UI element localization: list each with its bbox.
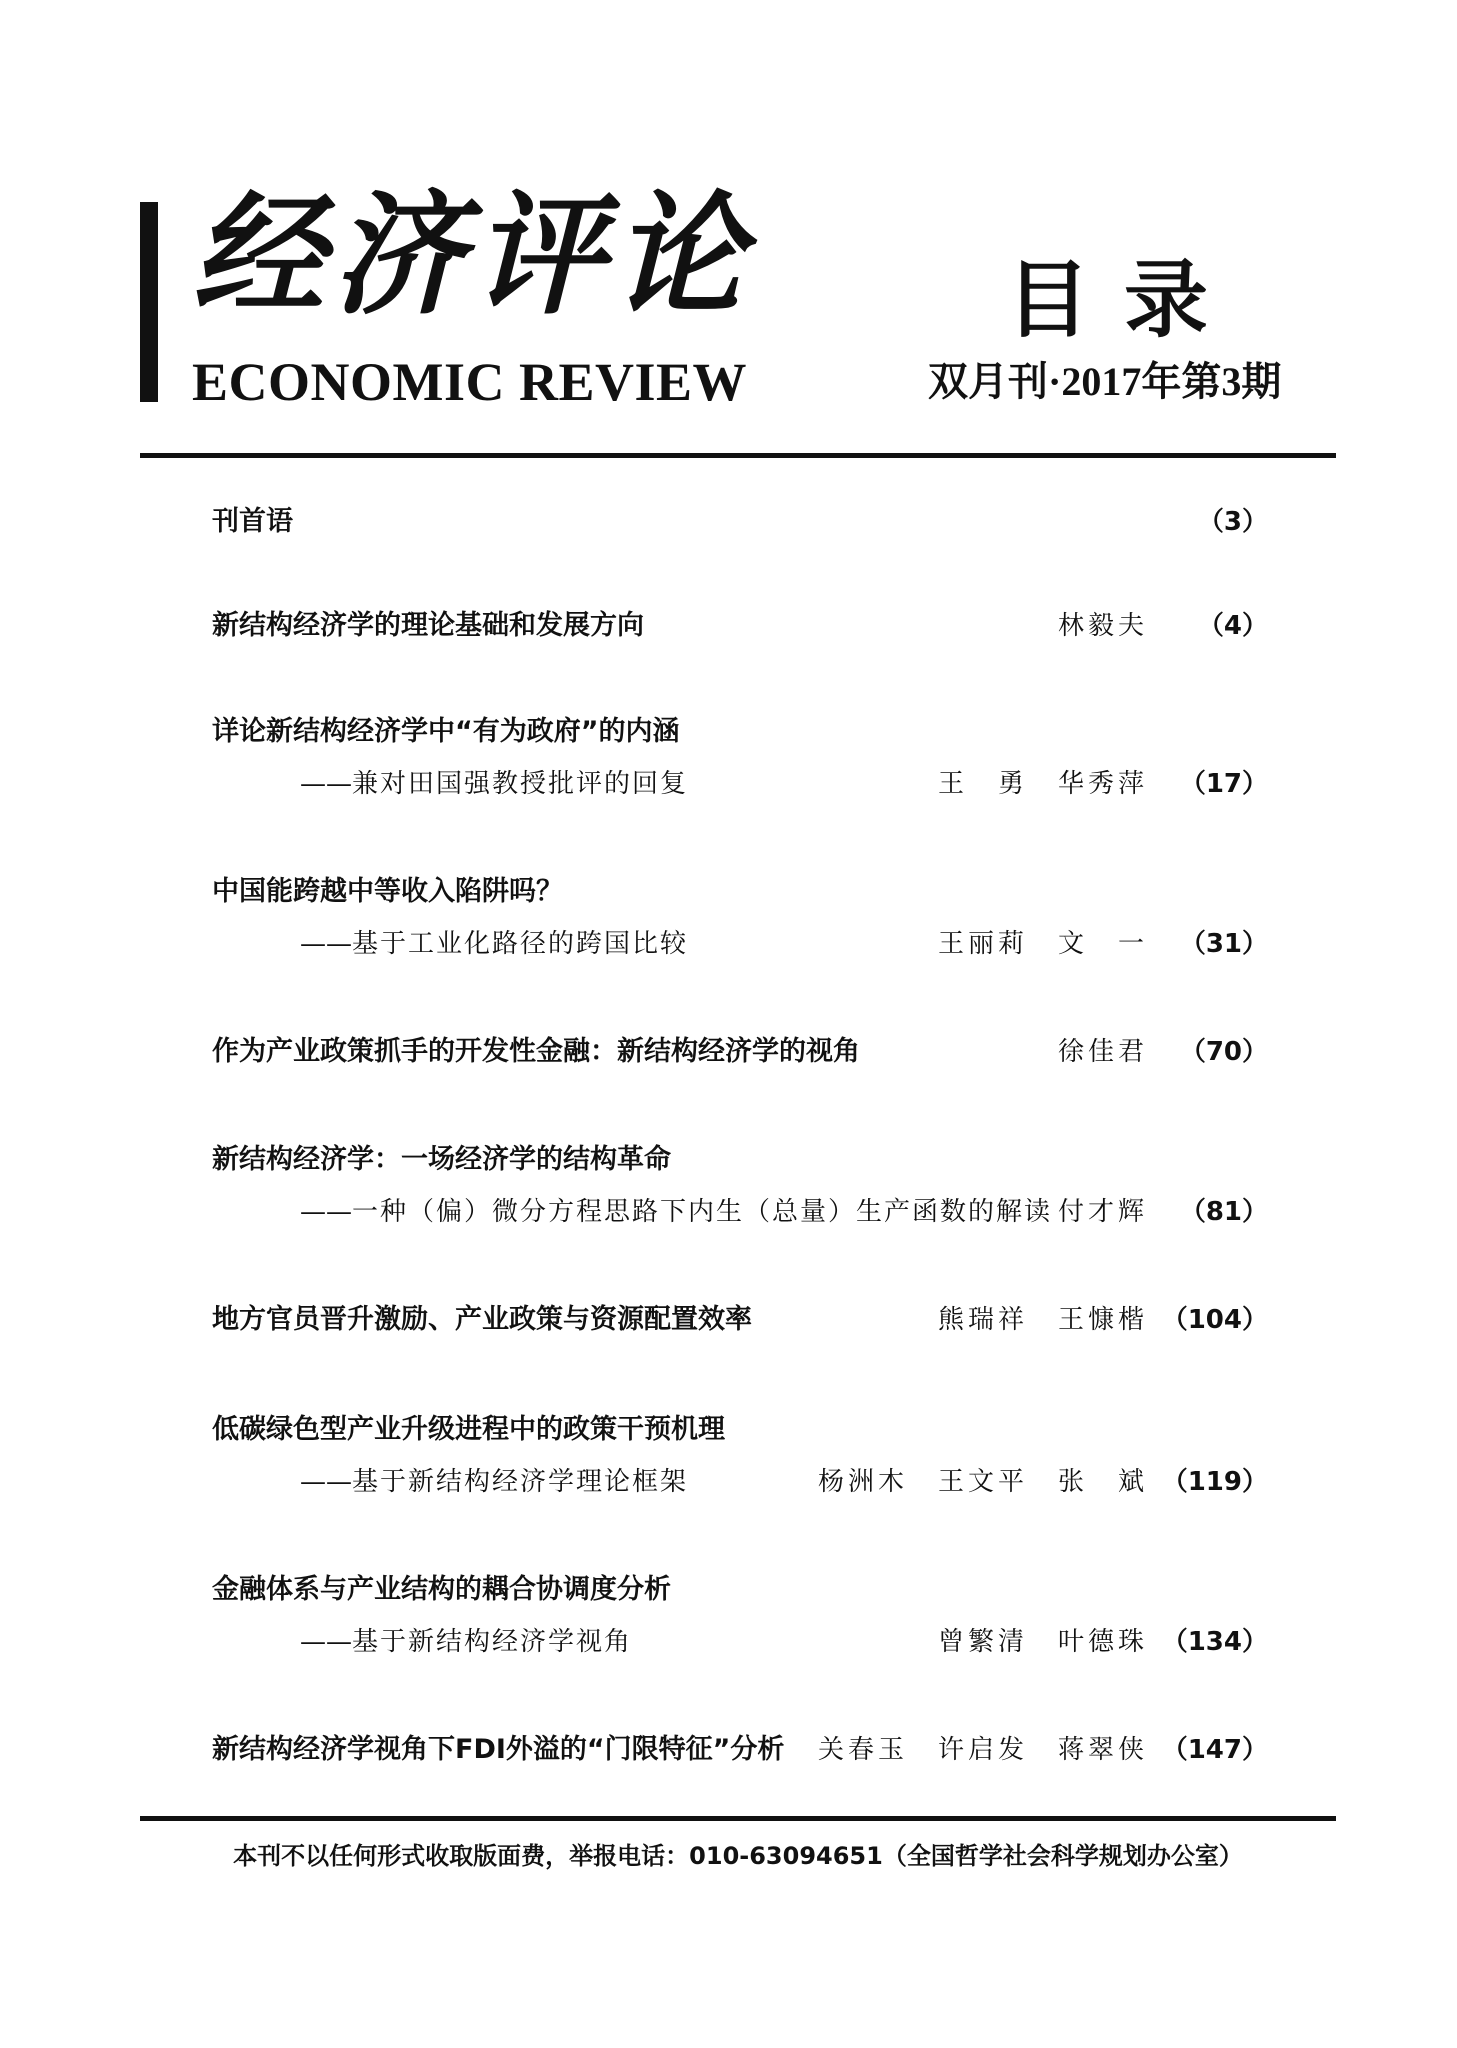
article-authors: 王丽莉 文 一: [937, 929, 1148, 959]
article-authors: 曾繁清 叶德珠: [937, 1627, 1148, 1657]
page-number: （104）: [1161, 1305, 1268, 1335]
toc-entry-subtitle-line: [212, 1616, 1268, 1668]
toc-entry[interactable]: [212, 1294, 1268, 1346]
page-number: （147）: [1161, 1735, 1268, 1765]
toc-entry-title-line: [212, 1724, 1268, 1776]
toc-entry-title-line: [212, 1404, 1268, 1456]
toc-entry[interactable]: [212, 1404, 1268, 1508]
page-number: （17）: [1179, 769, 1268, 799]
article-subtitle: [300, 1456, 688, 1508]
subtitle-dash: ——: [300, 1197, 352, 1227]
toc-entry[interactable]: [212, 496, 1268, 548]
article-authors: 熊瑞祥 王慷楷: [937, 1305, 1148, 1335]
article-authors: 王 勇 华秀萍: [937, 769, 1148, 799]
subtitle-dash: ——: [300, 1467, 352, 1497]
article-subtitle-text: 基于新结构经济学理论框架: [352, 1467, 689, 1497]
toc-entry-title-line: [212, 1564, 1268, 1616]
toc-entry-subtitle-line: [212, 1456, 1268, 1508]
toc-entry-title-line: [212, 866, 1268, 918]
article-title: 作为产业政策抓手的开发性金融：新结构经济学的视角: [212, 1036, 860, 1067]
article-title: 中国能跨越中等收入陷阱吗？: [212, 876, 563, 907]
toc-entry[interactable]: [212, 706, 1268, 810]
journal-title-en: ECONOMIC REVIEW: [192, 352, 748, 412]
footer-notice: 本刊不以任何形式收取版面费，举报电话：010-63094651（全国哲学社会科学规划办公室）: [233, 1842, 1243, 1870]
article-title: 新结构经济学：一场经济学的结构革命: [212, 1144, 671, 1175]
article-subtitle: [300, 918, 688, 970]
page-number: （70）: [1179, 1037, 1268, 1067]
page-number: （4）: [1197, 611, 1268, 641]
toc-entry-subtitle-line: [212, 758, 1268, 810]
article-title: 新结构经济学的理论基础和发展方向: [212, 610, 644, 641]
article-authors: 杨洲木 王文平 张 斌: [817, 1467, 1148, 1497]
page-number: （119）: [1161, 1467, 1268, 1497]
article-title: 金融体系与产业结构的耦合协调度分析: [212, 1574, 671, 1605]
toc-entry[interactable]: [212, 1724, 1268, 1776]
article-authors: 徐佳君: [1057, 1037, 1148, 1067]
bottom-rule: [140, 1816, 1336, 1821]
toc-entry[interactable]: [212, 1134, 1268, 1238]
toc-entry[interactable]: [212, 1026, 1268, 1078]
subtitle-dash: ——: [300, 929, 352, 959]
issue-info: 双月刊·2017年第3期: [928, 359, 1282, 404]
article-authors: 付才辉: [1057, 1197, 1148, 1227]
journal-title-cn: 经济评论: [192, 178, 752, 333]
article-title: 刊首语: [212, 506, 293, 537]
toc-entry[interactable]: [212, 600, 1268, 652]
article-subtitle-text: 基于工业化路径的跨国比较: [352, 929, 689, 959]
toc-entry[interactable]: [212, 866, 1268, 970]
article-title: 地方官员晋升激励、产业政策与资源配置效率: [212, 1304, 752, 1335]
article-title: 低碳绿色型产业升级进程中的政策干预机理: [212, 1414, 725, 1445]
masthead-bar: [140, 202, 158, 402]
article-subtitle-text: 兼对田国强教授批评的回复: [352, 769, 689, 799]
toc-entry-title-line: [212, 600, 1268, 652]
article-title: 新结构经济学视角下FDI外溢的“门限特征”分析: [212, 1734, 785, 1765]
article-subtitle: [300, 1186, 1052, 1238]
article-authors: 林毅夫: [1057, 611, 1148, 641]
toc-entry-subtitle-line: [212, 1186, 1268, 1238]
page-number: （81）: [1179, 1197, 1268, 1227]
toc-entry-title-line: [212, 1134, 1268, 1186]
subtitle-dash: ——: [300, 769, 352, 799]
toc-entry-title-line: [212, 706, 1268, 758]
article-subtitle: [300, 1616, 632, 1668]
toc-entry-subtitle-line: [212, 918, 1268, 970]
article-title: 详论新结构经济学中“有为政府”的内涵: [212, 716, 680, 747]
toc-entry-title-line: [212, 1026, 1268, 1078]
article-subtitle-text: 一种（偏）微分方程思路下内生（总量）生产函数的解读: [352, 1197, 1053, 1227]
article-subtitle: [300, 758, 688, 810]
toc-entry[interactable]: [212, 1564, 1268, 1668]
page-number: （134）: [1161, 1627, 1268, 1657]
page-number: （3）: [1197, 507, 1268, 537]
toc-entry-title-line: [212, 1294, 1268, 1346]
toc-entry-title-line: [212, 496, 1268, 548]
article-authors: 关春玉 许启发 蒋翠侠: [817, 1735, 1148, 1765]
subtitle-dash: ——: [300, 1627, 352, 1657]
top-rule: [140, 453, 1336, 458]
article-subtitle-text: 基于新结构经济学视角: [352, 1627, 633, 1657]
page-number: （31）: [1179, 929, 1268, 959]
toc-heading: 目录: [1006, 251, 1243, 349]
